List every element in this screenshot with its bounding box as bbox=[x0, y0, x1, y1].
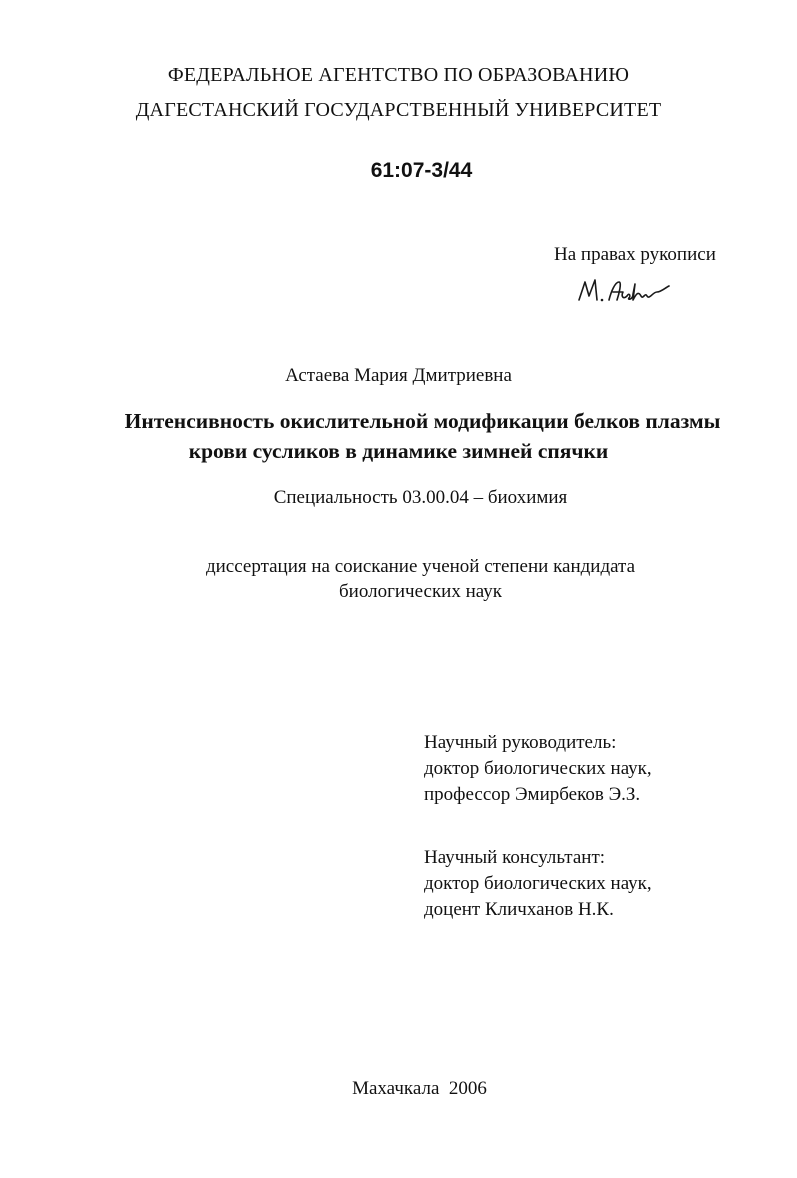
degree-line-2: биологических наук bbox=[339, 581, 502, 602]
manuscript-rights-note: На правах рукописи bbox=[554, 244, 716, 265]
dissertation-title-line-1: Интенсивность окислительной модификации белков плазмы bbox=[124, 409, 721, 433]
handwritten-signature bbox=[575, 270, 675, 310]
specialty: Специальность 03.00.04 – биохимия bbox=[273, 487, 568, 508]
agency-header: ФЕДЕРАЛЬНОЕ АГЕНТСТВО ПО ОБРАЗОВАНИЮ bbox=[167, 64, 630, 86]
city-year: Махачкала 2006 bbox=[352, 1078, 487, 1099]
supervisor-name: профессор Эмирбеков Э.З. bbox=[424, 784, 641, 805]
degree-line-1: диссертация на соискание ученой степени кандидата bbox=[205, 556, 636, 577]
consultant-name: доцент Кличханов Н.К. bbox=[424, 899, 614, 920]
supervisor-role: Научный руководитель: bbox=[424, 732, 617, 753]
supervisor-block bbox=[424, 730, 652, 808]
university-header: ДАГЕСТАНСКИЙ ГОСУДАРСТВЕННЫЙ УНИВЕРСИТЕТ bbox=[135, 99, 662, 121]
catalog-code: 61:07-3/44 bbox=[370, 159, 473, 182]
dissertation-title-line-2: крови сусликов в динамике зимней спячки bbox=[188, 439, 609, 463]
consultant-block bbox=[424, 845, 652, 923]
author-name: Астаева Мария Дмитриевна bbox=[285, 365, 512, 386]
supervisor-degree: доктор биологических наук, bbox=[424, 758, 652, 779]
consultant-degree: доктор биологических наук, bbox=[424, 873, 652, 894]
consultant-role: Научный консультант: bbox=[424, 847, 606, 868]
